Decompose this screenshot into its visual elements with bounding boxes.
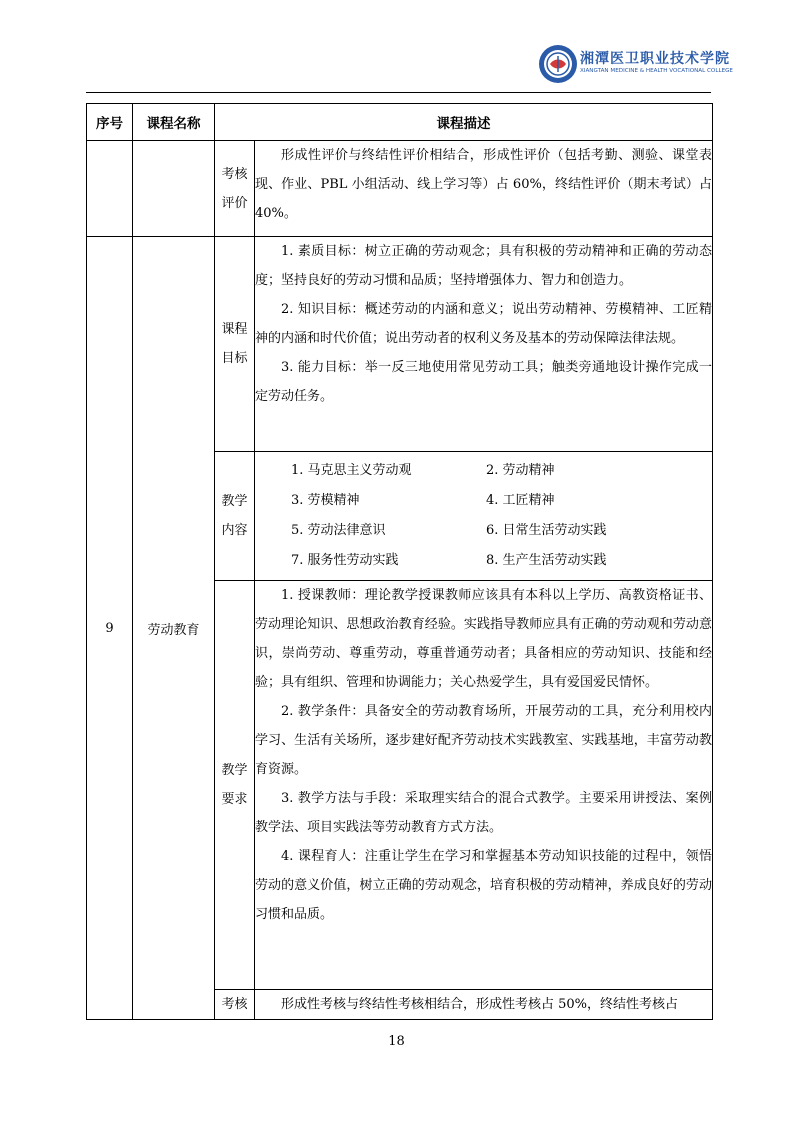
- table-header-row: [87, 104, 713, 141]
- assessment-desc: [255, 990, 713, 1020]
- requirement-item: 2. 教学条件：具备安全的劳动教育场所，开展劳动的工具，充分利用校内学习、生活有关场所，逐步建好配齐劳动技术实践教室、实践基地，丰富劳动教育资源。: [255, 704, 712, 777]
- objective-item: 3. 能力目标：举一反三地使用常见劳动工具；触类旁通地设计操作完成一定劳动任务。: [255, 360, 712, 404]
- assessment-label: [215, 990, 255, 1020]
- assessment-label-text: 考核: [221, 997, 248, 1012]
- header-course-desc: 课程描述: [215, 104, 713, 141]
- objectives-label-text: 课程 目标: [221, 322, 248, 366]
- header-course-name: 课程名称: [133, 104, 215, 141]
- top-assessment-desc: [255, 141, 713, 237]
- course-seq: 9: [87, 237, 133, 1020]
- assessment-text: 形成性考核与终结性考核相结合，形成性考核占 50%，终结性考核占: [281, 997, 679, 1012]
- requirement-item: 4. 课程育人：注重让学生在学习和掌握基本劳动知识技能的过程中，领悟劳动的意义价值，树立正确的劳动观念，培育积极的劳动精神，养成良好的劳动习惯和品质。: [255, 849, 712, 922]
- content-item: 8. 生产生活劳动实践: [486, 553, 607, 568]
- header-rule: [86, 92, 711, 93]
- college-emblem-icon: [538, 44, 578, 84]
- top-assessment-label: [215, 141, 255, 237]
- objective-item: 1. 素质目标：树立正确的劳动观念；具有积极的劳动精神和正确的劳动态度；坚持良好的劳动习惯和品质；坚持增强体力、智力和创造力。: [255, 244, 712, 288]
- top-assessment-label-text: 考核 评价: [221, 166, 248, 211]
- requirements-desc: [255, 581, 713, 990]
- content-item: 3. 劳模精神: [291, 493, 360, 508]
- content-item: 6. 日常生活劳动实践: [486, 523, 607, 538]
- course-name: 劳动教育: [133, 237, 215, 1020]
- content-item: 1. 马克思主义劳动观: [291, 463, 412, 478]
- table-row-objectives: [87, 237, 713, 452]
- requirement-item: 1. 授课教师：理论教学授课教师应该具有本科以上学历、高教资格证书、劳动理论知识、思想政治教育经验。实践指导教师应具有正确的劳动观和劳动意识，崇尚劳动、尊重劳动，尊重普通劳动者；具备相应的劳动知识、技能和经验；具有组织、管理和协调能力；关心热爱学生，具有爱国爱民情怀。: [255, 588, 712, 690]
- content-item: 4. 工匠精神: [486, 493, 555, 508]
- requirement-item: 3. 教学方法与手段：采取理实结合的混合式教学。主要采用讲授法、案例教学法、项目实践法等劳动教育方式方法。: [255, 791, 712, 835]
- objective-item: 2. 知识目标：概述劳动的内涵和意义；说出劳动精神、劳模精神、工匠精神的内涵和时代价值；说出劳动者的权利义务及基本的劳动保障法律法规。: [255, 302, 712, 346]
- objectives-label: [215, 237, 255, 452]
- content-label-text: 教学 内容: [221, 494, 248, 538]
- content-grid: [255, 452, 712, 580]
- header-seq: 序号: [87, 104, 133, 141]
- content-label: [215, 452, 255, 581]
- content-item: 7. 服务性劳动实践: [291, 553, 399, 568]
- table-row-top-assessment: [87, 141, 713, 237]
- cell-seq-empty: [87, 141, 133, 237]
- content-desc: [255, 452, 713, 581]
- top-assessment-text: 形成性评价与终结性评价相结合，形成性评价（包括考勤、测验、课堂表现、作业、PBL 小组活动、线上学习等）占 60%，终结性评价（期末考试）占 40%。: [255, 148, 712, 221]
- objectives-desc: [255, 237, 713, 452]
- content-item: 5. 劳动法律意识: [291, 523, 386, 538]
- college-logo: [538, 44, 733, 90]
- course-table: [86, 103, 713, 1020]
- content-item: 2. 劳动精神: [486, 463, 555, 478]
- logo-text-cn: 湘潭医卫职业技术学院: [580, 51, 730, 67]
- requirements-label: [215, 581, 255, 990]
- cell-name-empty: [133, 141, 215, 237]
- logo-text-en: XIANGTAN MEDICINE & HEALTH VOCATIONAL COLLEGE: [580, 68, 733, 74]
- requirements-label-text: 教学 要求: [221, 763, 248, 807]
- page-number: 18: [388, 1034, 405, 1049]
